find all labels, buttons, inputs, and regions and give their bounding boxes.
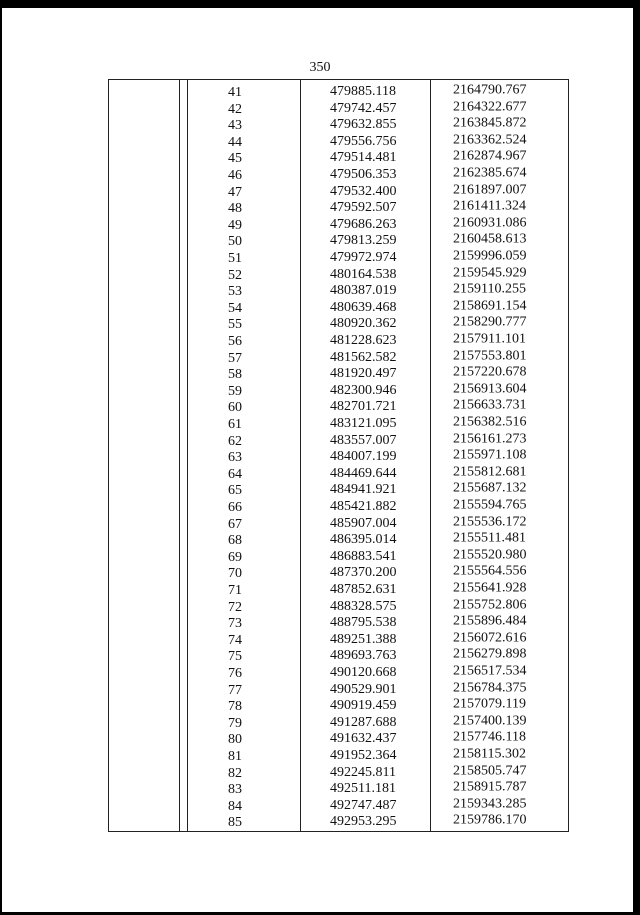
- easting-value: 487370.200: [330, 565, 397, 581]
- northing-value: 2158115.302: [453, 746, 526, 762]
- northing-value: 2164790.767: [453, 82, 527, 98]
- point-number: 59: [228, 383, 242, 399]
- easting-value: 480164.538: [330, 266, 397, 282]
- point-number: 85: [228, 815, 242, 831]
- northing-value: 2155564.556: [453, 563, 527, 579]
- point-number: 65: [228, 483, 242, 499]
- easting-value: 487852.631: [330, 581, 397, 597]
- northing-value: 2160931.086: [453, 215, 527, 231]
- northing-value: 2155752.806: [453, 597, 527, 613]
- northing-value: 2164322.677: [453, 99, 527, 115]
- easting-value: 490120.668: [330, 664, 397, 680]
- point-number: 49: [228, 217, 242, 233]
- easting-value: 492953.295: [330, 814, 397, 830]
- point-number: 78: [228, 699, 242, 715]
- point-number: 48: [228, 201, 242, 217]
- easting-value: 491632.437: [330, 731, 397, 747]
- point-number: 53: [228, 284, 242, 300]
- northing-value: 2163845.872: [453, 115, 527, 131]
- point-number: 64: [228, 466, 242, 482]
- easting-value: 479632.855: [330, 116, 397, 132]
- easting-value: 489693.763: [330, 648, 397, 664]
- easting-value: 479532.400: [330, 183, 397, 199]
- northing-value: 2163362.524: [453, 132, 527, 148]
- point-number: 81: [228, 749, 242, 764]
- easting-value: 485907.004: [330, 515, 397, 531]
- point-number: 66: [228, 500, 242, 515]
- northing-value: 2159786.170: [453, 812, 527, 828]
- page-number: 350: [309, 60, 331, 75]
- northing-value: 2157911.101: [453, 331, 526, 347]
- northing-value: 2159996.059: [453, 248, 527, 264]
- northing-value: 2162385.674: [453, 165, 527, 181]
- point-number: 58: [228, 367, 242, 383]
- point-number: 70: [228, 566, 242, 582]
- easting-value: 481562.582: [330, 349, 397, 365]
- northing-value: 2161897.007: [453, 182, 527, 198]
- easting-value: 483557.007: [330, 432, 397, 448]
- easting-value: 486395.014: [330, 531, 397, 547]
- point-number: 42: [228, 101, 242, 117]
- scan-edge-top: [0, 0, 640, 8]
- northing-value: 2159110.255: [453, 281, 526, 297]
- scan-edge-left: [0, 0, 2, 915]
- easting-value: 479813.259: [330, 233, 397, 249]
- point-number: 61: [228, 417, 242, 432]
- point-number: 52: [228, 267, 242, 283]
- easting-value: 484941.921: [330, 482, 397, 498]
- easting-value: 479885.118: [330, 83, 396, 99]
- point-number: 41: [228, 85, 242, 100]
- northing-value: 2155641.928: [453, 580, 527, 596]
- easting-value: 479592.507: [330, 199, 397, 215]
- northing-value: 2159343.285: [453, 796, 527, 812]
- northing-value: 2156784.375: [453, 680, 527, 696]
- easting-value: 492245.811: [330, 764, 396, 780]
- point-number: 43: [228, 118, 242, 134]
- northing-value: 2159545.929: [453, 265, 527, 281]
- northing-value: 2155594.765: [453, 497, 527, 513]
- easting-value: 479514.481: [330, 150, 397, 166]
- point-number: 45: [228, 151, 242, 167]
- northing-value: 2155536.172: [453, 514, 527, 530]
- northing-value: 2162874.967: [453, 148, 527, 164]
- table-row: [108, 812, 569, 832]
- northing-value: 2156913.604: [453, 381, 527, 397]
- easting-value: 492747.487: [330, 797, 397, 813]
- easting-value: 486883.541: [330, 548, 397, 564]
- point-number: 77: [228, 682, 242, 698]
- easting-value: 479686.263: [330, 216, 397, 232]
- scan-edge-right: [633, 0, 640, 915]
- northing-value: 2157220.678: [453, 364, 527, 380]
- easting-value: 491287.688: [330, 714, 397, 730]
- point-number: 55: [228, 317, 242, 333]
- point-number: 84: [228, 798, 242, 814]
- point-number: 44: [228, 134, 242, 150]
- point-number: 69: [228, 549, 242, 565]
- easting-value: 484007.199: [330, 448, 397, 464]
- northing-value: 2156279.898: [453, 646, 527, 662]
- easting-value: 492511.181: [330, 780, 396, 796]
- point-number: 47: [228, 184, 242, 200]
- northing-value: 2157746.118: [453, 729, 526, 745]
- point-number: 63: [228, 450, 242, 466]
- point-number: 80: [228, 732, 242, 748]
- point-number: 73: [228, 616, 242, 632]
- easting-value: 481920.497: [330, 365, 397, 381]
- easting-value: 480639.468: [330, 299, 397, 315]
- easting-value: 485421.882: [330, 498, 397, 514]
- northing-value: 2157079.119: [453, 696, 526, 712]
- point-number: 75: [228, 649, 242, 665]
- easting-value: 490529.901: [330, 681, 397, 697]
- point-number: 71: [228, 583, 242, 598]
- northing-value: 2158290.777: [453, 314, 527, 330]
- northing-value: 2157400.139: [453, 713, 527, 729]
- point-number: 67: [228, 516, 242, 532]
- northing-value: 2158915.787: [453, 779, 527, 795]
- point-number: 72: [228, 599, 242, 615]
- easting-value: 489251.388: [330, 631, 397, 647]
- easting-value: 490919.459: [330, 697, 397, 713]
- point-number: 46: [228, 168, 242, 183]
- northing-value: 2160458.613: [453, 231, 527, 247]
- northing-value: 2156633.731: [453, 397, 527, 413]
- northing-value: 2156072.616: [453, 630, 527, 646]
- easting-value: 479742.457: [330, 100, 397, 116]
- point-number: 50: [228, 234, 242, 250]
- easting-value: 488328.575: [330, 598, 397, 614]
- point-number: 74: [228, 632, 242, 648]
- easting-value: 491952.364: [330, 747, 397, 763]
- northing-value: 2155687.132: [453, 480, 527, 496]
- northing-value: 2156161.273: [453, 431, 527, 447]
- easting-value: 480920.362: [330, 316, 397, 332]
- northing-value: 2155812.681: [453, 464, 527, 480]
- northing-value: 2155511.481: [453, 530, 526, 546]
- northing-value: 2155896.484: [453, 613, 527, 629]
- point-number: 79: [228, 715, 242, 731]
- point-number: 60: [228, 400, 242, 416]
- easting-value: 479556.756: [330, 133, 397, 149]
- northing-value: 2157553.801: [453, 348, 527, 364]
- easting-value: 488795.538: [330, 614, 397, 630]
- easting-value: 479972.974: [330, 249, 397, 265]
- point-number: 51: [228, 251, 242, 266]
- table-top-border: [108, 79, 569, 80]
- easting-value: 482300.946: [330, 382, 397, 398]
- point-number: 54: [228, 300, 242, 316]
- coordinate-table: [108, 79, 569, 832]
- easting-value: 482701.721: [330, 399, 397, 415]
- northing-value: 2158505.747: [453, 763, 527, 779]
- point-number: 82: [228, 765, 242, 781]
- point-number: 83: [228, 782, 242, 798]
- northing-value: 2161411.324: [453, 198, 526, 214]
- easting-value: 483121.095: [330, 415, 397, 431]
- point-number: 57: [228, 350, 242, 366]
- point-number: 56: [228, 334, 242, 349]
- easting-value: 484469.644: [330, 465, 397, 481]
- easting-value: 481228.623: [330, 332, 397, 348]
- easting-value: 480387.019: [330, 282, 397, 298]
- northing-value: 2155971.108: [453, 447, 527, 463]
- point-number: 62: [228, 433, 242, 449]
- northing-value: 2155520.980: [453, 547, 527, 563]
- northing-value: 2156517.534: [453, 663, 527, 679]
- northing-value: 2156382.516: [453, 414, 527, 430]
- point-number: 76: [228, 666, 242, 681]
- northing-value: 2158691.154: [453, 298, 527, 314]
- point-number: 68: [228, 533, 242, 549]
- easting-value: 479506.353: [330, 166, 397, 182]
